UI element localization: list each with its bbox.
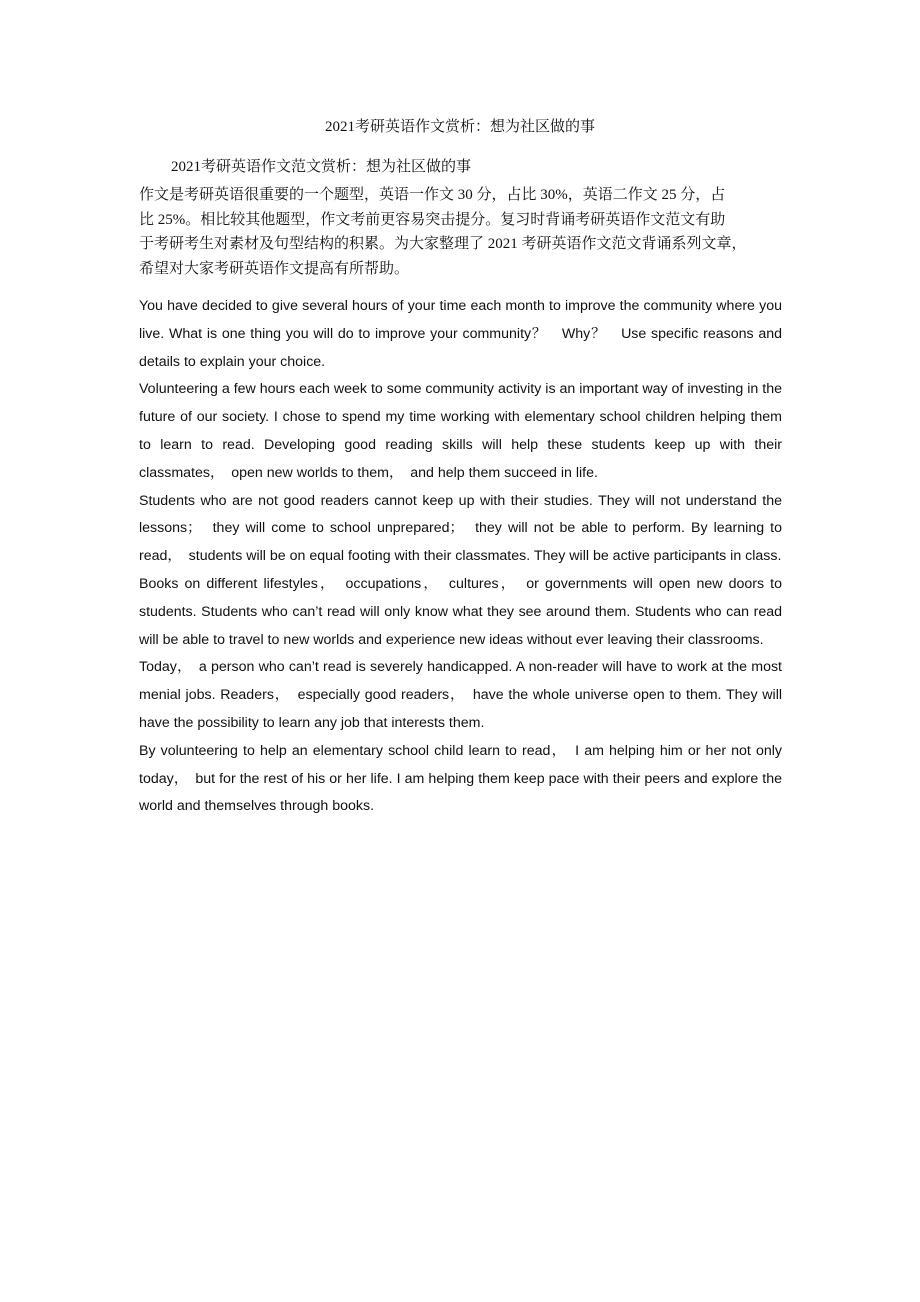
document-title: 2021考研英语作文赏析：想为社区做的事	[324, 119, 595, 135]
essay-paragraph: Today， a person who can’t read is severely handicapped. A non-reader will have to work at the most menial jobs. Readers， especially good readers， have the whole universe open to them. They will have the possibility to learn any job that interests them.	[139, 659, 782, 731]
essay-prompt-paragraph: You have decided to give several hours of your time each month to improve the community where you live. What is one thing you will do to improve your community？ Why？ Use specific reasons and details to explain your choice.	[139, 298, 782, 370]
intro-line: 于考研考生对素材及句型结构的积累。为大家整理了 2021 考研英语作文范文背诵系列文章，	[139, 236, 747, 252]
intro-line: 作文是考研英语很重要的一个题型，英语一作文 30 分，占比 30%，英语二作文 25 分，占	[139, 187, 726, 203]
intro-block	[139, 183, 799, 281]
document-subtitle: 2021考研英语作文范文赏析：想为社区做的事	[171, 159, 472, 175]
essay-paragraph: Volunteering a few hours each week to some community activity is an important way of investing in the future of our society. I chose to spend my time working with elementary school children helping them to learn to read. Developing good reading skills will help these students keep up with their classmates， open new worlds to them， and help them succeed in life.	[139, 381, 782, 481]
essay-paragraph: By volunteering to help an elementary school child learn to read， I am helping him or her not only today， but for the rest of his or her life. I am helping them keep pace with their peers and explore the world and themselves through books.	[139, 742, 782, 815]
intro-line: 希望对大家考研英语作文提高有所帮助。	[139, 260, 410, 277]
essay-paragraph: Books on different lifestyles， occupations， cultures， or governments will open new doors to students. Students who can’t read will only know what they see around them. Students who can read will be able to travel to new worlds and experience new ideas without ever leaving their classrooms.	[139, 575, 782, 648]
essay-body	[139, 293, 782, 821]
essay-paragraph: Students who are not good readers cannot keep up with their studies. They will not understand the lessons； they will come to school unprepared； they will not be able to perform. By learning to read， students will be on equal footing with their classmates. They will be active participants in class.	[139, 492, 782, 565]
intro-line: 比 25%。相比较其他题型，作文考前更容易突击提分。复习时背诵考研英语作文范文有助	[139, 211, 726, 228]
